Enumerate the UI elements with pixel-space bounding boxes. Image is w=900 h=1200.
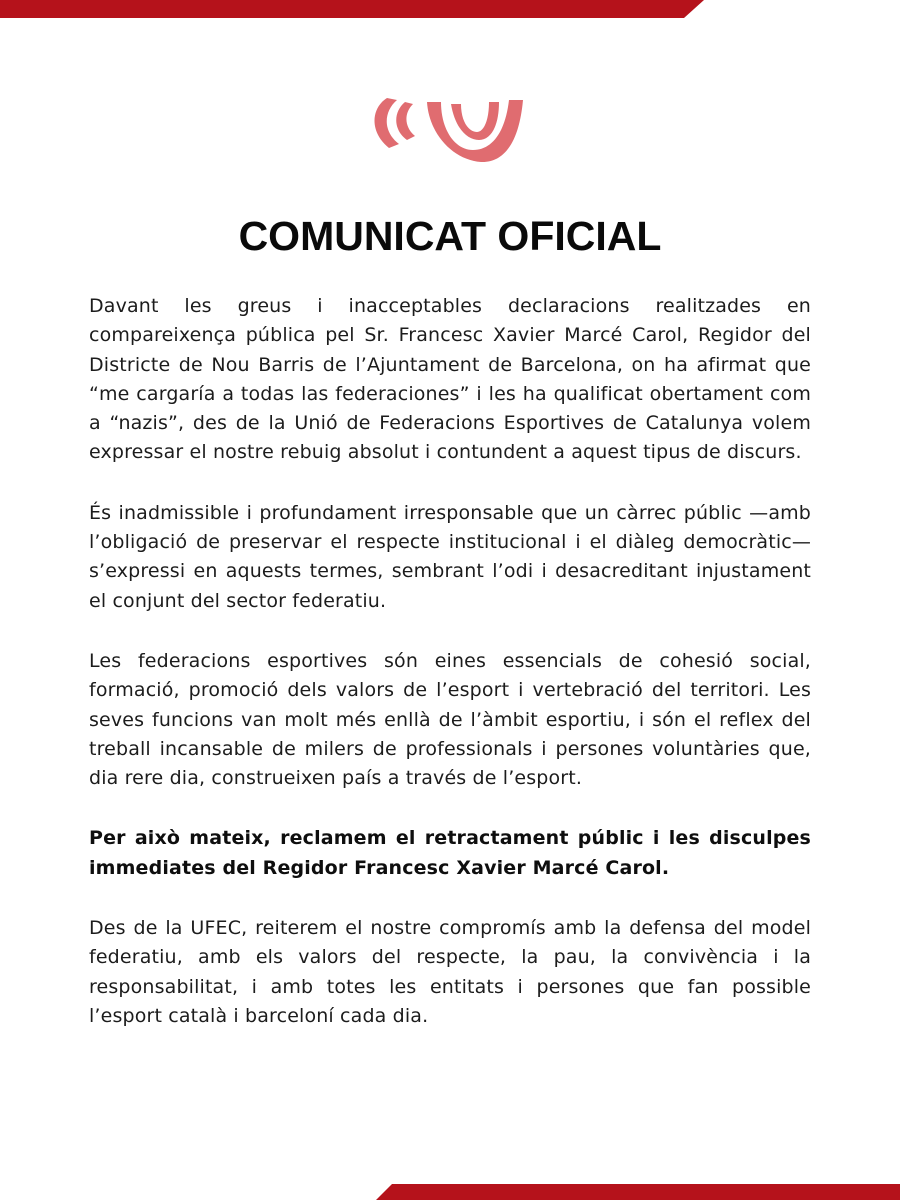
ufec-logo-icon [369, 94, 529, 166]
communique-body [89, 292, 811, 1062]
top-red-band [0, 0, 900, 18]
page-title: COMUNICAT OFICIAL [238, 213, 662, 259]
paragraph-federations: Les federacions esportives són eines essencials de cohesió social, formació, promoció dels valors de l’esport i vertebració del territori. Les seves funcions van molt més enllà de l’àmbit esportiu, i són el reflex del treball incansable de milers de professionals i persones voluntàries que, dia rere dia, construeixen país a través de l’esport. [89, 649, 811, 790]
paragraph-inadmissible: És inadmissible i profundament irresponsable que un càrrec públic —amb l’obligació de preservar el respecte institucional i el diàleg democràtic— s’expressi en aquests termes, sembrant l’odi i desacreditant injustament el conjunt del sector federatiu. [89, 501, 811, 612]
paragraph-commitment: Des de la UFEC, reiterem el nostre compromís amb la defensa del model federatiu, amb els valors del respecte, la pau, la convivència i la responsabilitat, i amb totes les entitats i persones que fan possible l’esport català i barceloní cada dia. [89, 917, 811, 1027]
bottom-red-band [0, 1184, 900, 1200]
paragraph-statement: Davant les greus i inacceptables declaracions realitzades en compareixença pública pel Sr. Francesc Xavier Marcé Carol, Regidor del Districte de Nou Barris de l’Ajuntament de Barcelona, on ha afirmat que “me cargaría a todas las federaciones” i les ha qualificat obertament com a “nazis”, des de la Unió de Federacions Esportives de Catalunya volem expressar el nostre rebuig absolut i contundent a aquest tipus de discurs. [89, 295, 811, 464]
paragraph-demand: Per això mateix, reclamem el retractament públic i les disculpes immediates del Regidor Francesc Xavier Marcé Carol. [89, 827, 811, 879]
